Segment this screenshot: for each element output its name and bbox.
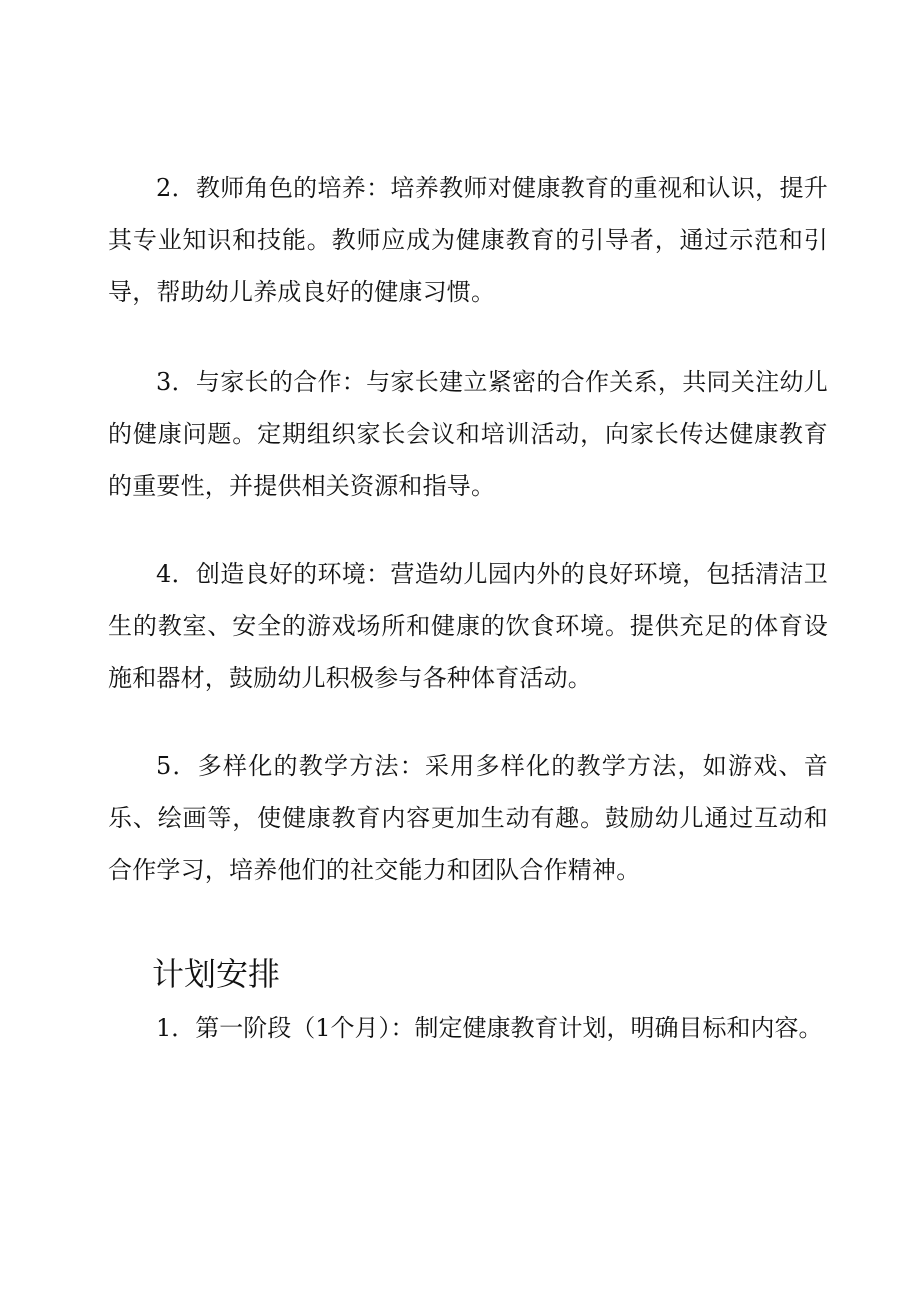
plan-item-phase-one: 1．第一阶段（1个月）：制定健康教育计划，明确目标和内容。 [156, 1014, 823, 1042]
paragraph-teacher-role: 2．教师角色的培养：培养教师对健康教育的重视和认识，提升其专业知识和技能。教师应成为健康教育的引导者，通过示范和引导，帮助幼儿养成良好的健康习惯。 [108, 174, 828, 306]
paragraph-environment: 4．创造良好的环境：营造幼儿园内外的良好环境，包括清洁卫生的教室、安全的游戏场所和健康的饮食环境。提供充足的体育设施和器材，鼓励幼儿积极参与各种体育活动。 [108, 560, 828, 692]
paragraph-parent-cooperation: 3．与家长的合作：与家长建立紧密的合作关系，共同关注幼儿的健康问题。定期组织家长会议和培训活动，向家长传达健康教育的重要性，并提供相关资源和指导。 [108, 368, 828, 500]
section-heading-plan: 计划安排 [152, 955, 281, 993]
paragraph-teaching-methods: 5．多样化的教学方法：采用多样化的教学方法，如游戏、音乐、绘画等，使健康教育内容更加生动有趣。鼓励幼儿通过互动和合作学习，培养他们的社交能力和团队合作精神。 [108, 752, 828, 884]
